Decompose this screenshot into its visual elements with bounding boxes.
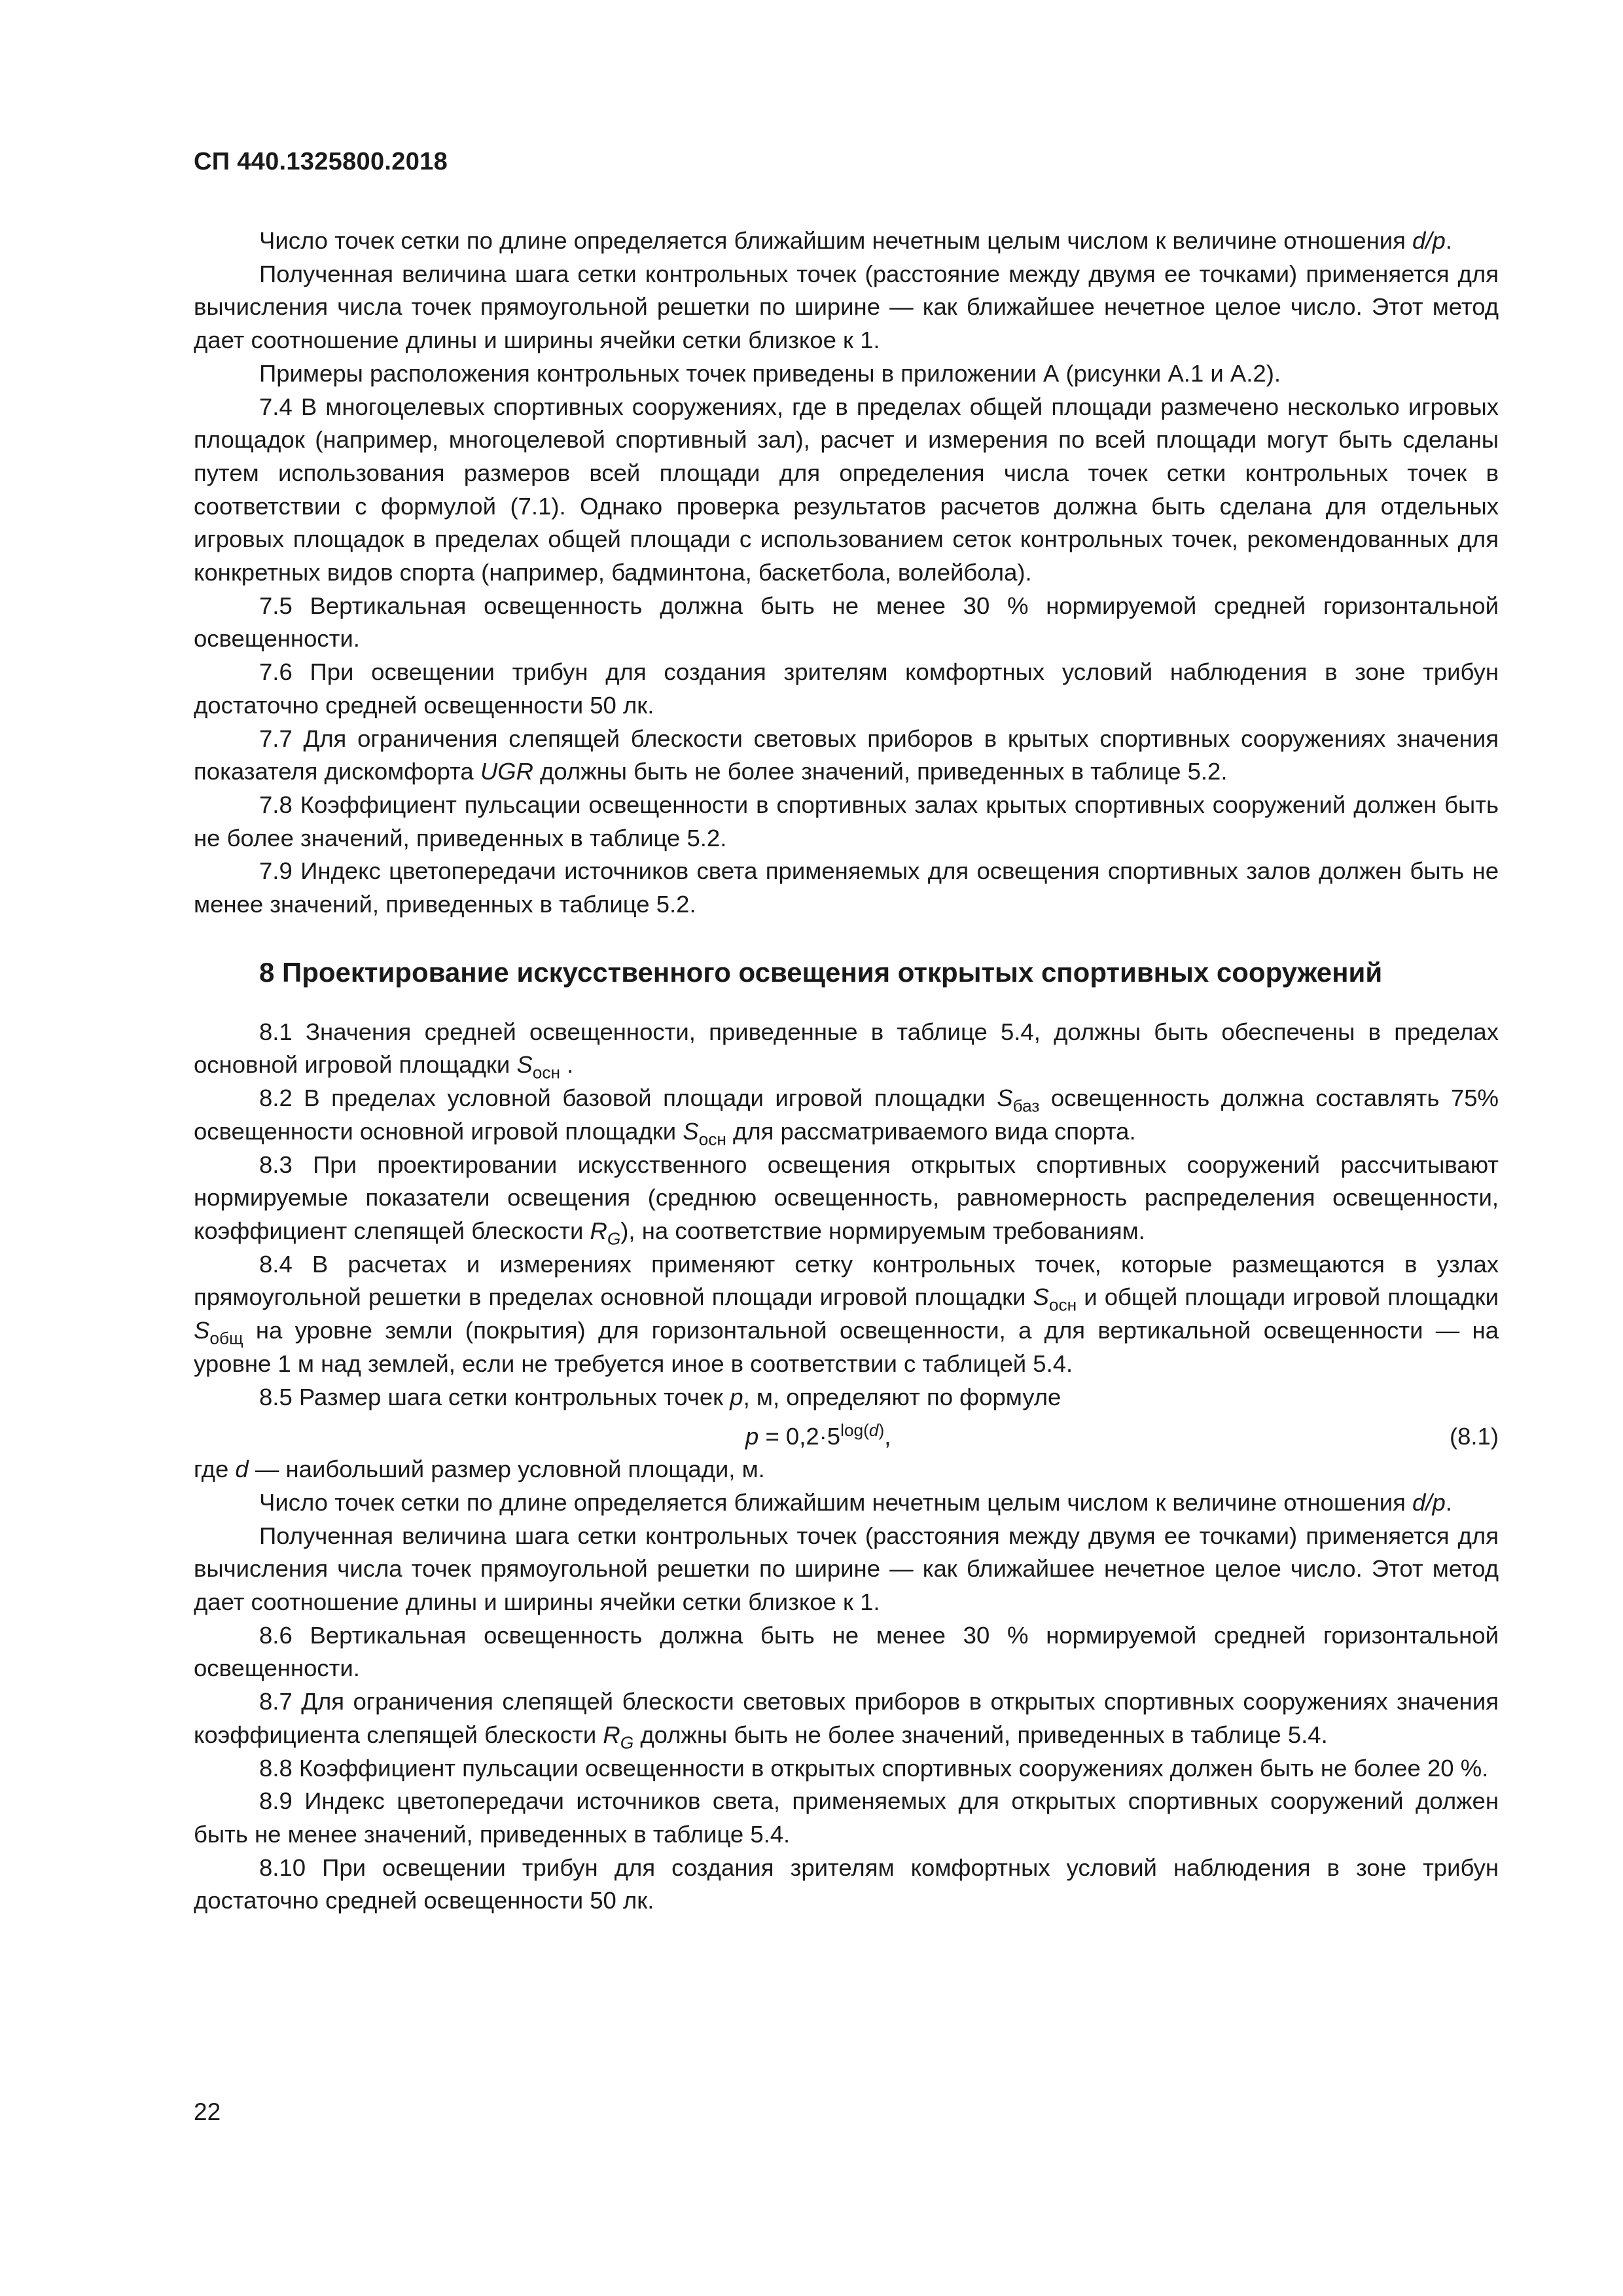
paragraph-grid-step: Полученная величина шага сетки контрольных точек (расстояние между двумя ее точками) применяется для вычисления числа точек прямоугольной решетки по ширине — как ближайшее нечетное целое число. Этот метод дает соотношение длины и ширины ячейки сетки близкое к 1. — [194, 260, 1499, 354]
formula-expression: $p = 0,2\cdot 5^{log(d)}$, — [745, 1420, 891, 1450]
paragraph-grid-count: Число точек сетки по длине определяется ближайшим нечетным целым числом к величине отношения d/p. — [259, 227, 1452, 254]
paragraph-7-9: 7.9 Индекс цветопередачи источников света применяемых для освещения спортивных залов должен быть не менее значений, приведенных в таблице 5.2. — [194, 857, 1499, 918]
paragraph-8-9: 8.9 Индекс цветопередачи источников света, применяемых для открытых спортивных сооружений должен быть не менее значений, приведенных в таблице 5.4. — [194, 1787, 1499, 1848]
paragraph-7-6: 7.6 При освещении трибун для создания зрителям комфортных условий наблюдения в зоне трибун достаточно средней освещенности 50 лк. — [194, 658, 1499, 719]
paragraph-8-7: 8.7 Для ограничения слепящей блескости световых приборов в открытых спортивных сооружениях значения коэффициента слепящей блескости $R_G$ должны быть не более значений, приведенных в таблице 5.4. — [194, 1688, 1499, 1753]
formula-number: (8.1) — [1449, 1423, 1499, 1450]
paragraph-8-10: 8.10 При освещении трибун для создания зрителям комфортных условий наблюдения в зоне трибун достаточно средней освещенности 50 лк. — [194, 1854, 1499, 1914]
paragraph-8-1: 8.1 Значения средней освещенности, приведенные в таблице 5.4, должны быть обеспечены в пределах основной игровой площадки $S_{осн}$ . — [194, 1018, 1499, 1083]
paragraph-7-8: 7.8 Коэффициент пульсации освещенности в спортивных залах крытых спортивных сооружений должен быть не более значений, приведенных в таблице 5.2. — [194, 791, 1499, 852]
paragraph-7-5: 7.5 Вертикальная освещенность должна быть не менее 30 % нормируемой средней горизонтальной освещенности. — [194, 592, 1499, 653]
paragraph-8-5: 8.5 Размер шага сетки контрольных точек p, м, определяют по формуле — [259, 1383, 1061, 1410]
paragraph-examples: Примеры расположения контрольных точек приведены в приложении А (рисунки А.1 и А.2). — [259, 359, 1281, 387]
paragraph-8-6: 8.6 Вертикальная освещенность должна быть не менее 30 % нормируемой средней горизонтальной освещенности. — [194, 1621, 1499, 1682]
section-8-heading: 8 Проектирование искусственного освещения открытых спортивных сооружений — [259, 956, 1383, 988]
paragraph-8-4: 8.4 В расчетах и измерениях применяют сетку контрольных точек, которые размещаются в узлах прямоугольной решетки в пределах основной площади игровой площадки $S_{осн}$ и общей площади игровой площадки $S_{общ}$ на уровне земли (покрытия) для горизонтальной освещенности, а для вертикальной освещенности — на уровне 1 м над землей, если не требуется иное в соответствии с таблицей 5.4. — [194, 1250, 1499, 1377]
formula-8-1 — [194, 1414, 1499, 1453]
paragraph-grid-step-8: Полученная величина шага сетки контрольных точек (расстояния между двумя ее точками) применяется для вычисления числа точек прямоугольной решетки по ширине — как ближайшее нечетное целое число. Этот метод дает соотношение длины и ширины ячейки сетки близкое к 1. — [194, 1522, 1499, 1616]
paragraph-7-7: 7.7 Для ограничения слепящей блескости световых приборов в крытых спортивных сооружениях значения показателя дискомфорта UGR должны быть не более значений, приведенных в таблице 5.2. — [194, 725, 1499, 785]
paragraph-7-4: 7.4 В многоцелевых спортивных сооружениях, где в пределах общей площади размечено несколько игровых площадок (например, многоцелевой спортивный зал), расчет и измерения по всей площади могут быть сделаны путем использования размеров всей площади для определения числа точек сетки контрольных точек в соответствии с формулой (7.1). Однако проверка результатов расчетов должна быть сделана для отдельных игровых площадок в пределах общей площади с использованием сеток контрольных точек, рекомендованных для конкретных видов спорта (например, бадминтона, баскетбола, волейбола). — [194, 393, 1499, 586]
paragraph-grid-count-8: Число точек сетки по длине определяется ближайшим нечетным целым числом к величине отношения d/p. — [259, 1488, 1452, 1516]
page-body — [194, 224, 1499, 1918]
paragraph-8-8: 8.8 Коэффициент пульсации освещенности в открытых спортивных сооружениях должен быть не более 20 %. — [259, 1754, 1489, 1782]
paragraph-8-2: 8.2 В пределах условной базовой площади игровой площадки $S_{баз}$ освещенность должна составлять 75% освещенности основной игровой площадки $S_{осн}$ для рассматриваемого вида спорта. — [194, 1085, 1499, 1149]
document-code-header: СП 440.1325800.2018 — [194, 148, 448, 175]
page-number: 22 — [194, 2098, 221, 2125]
paragraph-where: где d — наибольший размер условной площади, м. — [194, 1456, 765, 1483]
paragraph-8-3: 8.3 При проектировании искусственного освещения открытых спортивных сооружений рассчитывают нормируемые показатели освещения (среднюю освещенность, равномерность распределения освещенности, коэффициент слепящей блескости $R_G$), на соответствие нормируемым требованиям. — [194, 1151, 1499, 1249]
